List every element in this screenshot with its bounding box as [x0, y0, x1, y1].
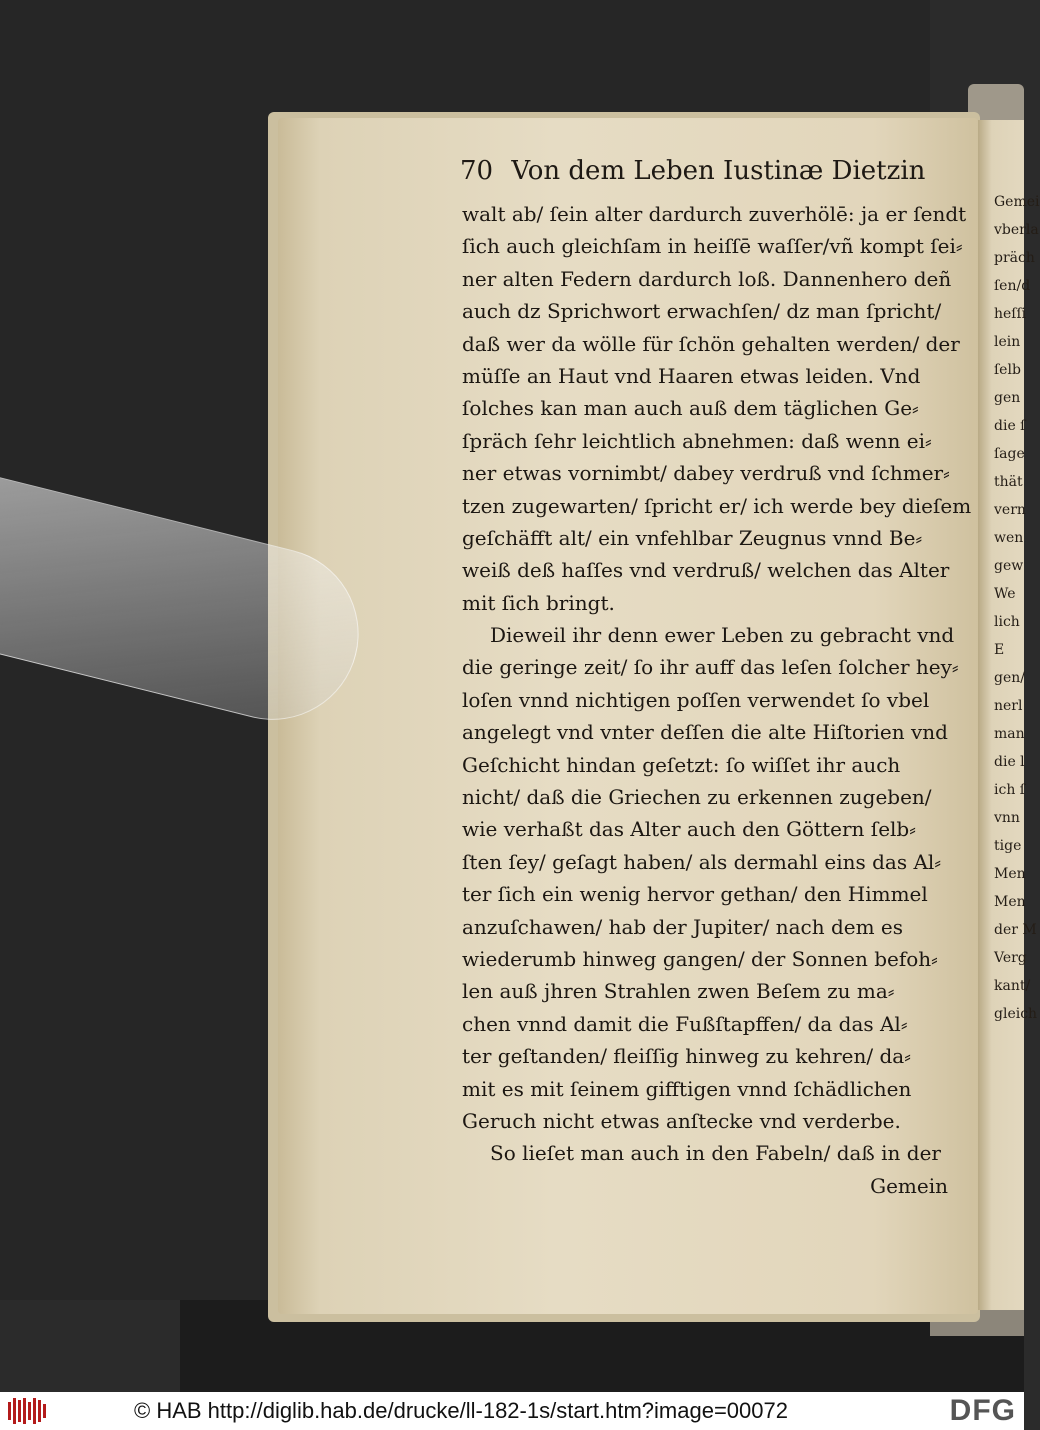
running-title: Von dem Leben Iustinæ Dietzin [511, 156, 926, 186]
facing-page-fragment: vnn [994, 810, 1020, 826]
page-body-text [462, 198, 972, 1202]
facing-page-fragment: vern [994, 502, 1026, 518]
text-line: ter geſtanden/ fleiſſig hinweg zu kehren/ da⸗ [462, 1044, 911, 1069]
text-line: geſchäfft alt/ ein vnfehlbar Zeugnus vnnd Be⸗ [462, 525, 923, 550]
facing-page-fragment: ich ſ [994, 782, 1025, 798]
facing-page-text-fragments [994, 188, 1040, 1028]
viewer-footer [0, 1392, 1024, 1430]
facing-page-fragment: der M [994, 922, 1037, 938]
facing-page-fragment: tige [994, 838, 1022, 854]
text-line: ter ſich ein wenig hervor gethan/ den Himmel [462, 882, 928, 907]
facing-page-fragment: präch [994, 250, 1035, 266]
text-line: ſten ſey/ geſagt haben/ als dermahl eins das Al⸗ [462, 849, 941, 874]
text-line: Geruch nicht etwas anſtecke vnd verderbe. [462, 1108, 901, 1133]
text-line: die geringe zeit/ ſo ihr auff das leſen ſolcher hey⸗ [462, 655, 959, 680]
text-line: weiß deß haſſes vnd verdruß/ welchen das Alter [462, 558, 950, 583]
page-number: 70 [460, 156, 494, 186]
facing-page-fragment: Gemei [994, 194, 1040, 210]
text-line: angelegt vnd vnter deſſen die alte Hiſtorien vnd [462, 720, 948, 745]
text-line: wiederumb hinweg gangen/ der Sonnen befoh⸗ [462, 946, 938, 971]
text-line: chen vnnd damit die Fußſtapffen/ da das Al⸗ [462, 1011, 908, 1036]
page-header [460, 156, 960, 186]
text-line: nicht/ daß die Griechen zu erkennen zugeben/ [462, 785, 932, 810]
facing-page-fragment: die ſ [994, 418, 1026, 434]
facing-page-fragment: Verg [994, 950, 1027, 966]
text-line: loſen vnnd nichtigen poſſen verwendet ſo vbel [462, 687, 930, 712]
dfg-logo: DFG [949, 1394, 1016, 1427]
facing-page-fragment: lein [994, 334, 1021, 350]
facing-page-fragment: gen [994, 390, 1021, 406]
text-line: wie verhaßt das Alter auch den Göttern ſelb⸗ [462, 817, 916, 842]
facing-page-fragment: Men [994, 866, 1026, 882]
text-line: müſſe an Haut vnd Haaren etwas leiden. Vnd [462, 363, 921, 388]
facing-page-fragment: ſage [994, 446, 1025, 462]
facing-page-fragment: nerl [994, 698, 1023, 714]
facing-page-fragment: ſelb [994, 362, 1021, 378]
copyright-url: © HAB http://diglib.hab.de/drucke/ll-182-1s/start.htm?image=00072 [134, 1398, 788, 1423]
text-line: mit es mit ſeinem gifftigen vnnd ſchädlichen [462, 1076, 912, 1101]
text-line: Dieweil ihr denn ewer Leben zu gebracht vnd [490, 623, 955, 648]
catchword: Gemein [870, 1173, 948, 1198]
text-line: daß wer da wölle für ſchön gehalten werden/ der [462, 331, 960, 356]
text-line: So lieſet man auch in den Fabeln/ daß in der [490, 1141, 941, 1166]
text-line: ſich auch gleichſam in heiſſē waſſer/vñ kompt ſei⸗ [462, 234, 963, 259]
facing-page-fragment: E [994, 642, 1005, 658]
facing-page-fragment: lich [994, 614, 1020, 630]
facing-page-fragment: gen/ [994, 670, 1025, 686]
text-line: mit ſich bringt. [462, 590, 615, 615]
text-line: Geſchicht hindan geſetzt: ſo wiſſet ihr auch [462, 752, 901, 777]
text-line: len auß jhren Strahlen zwen Beſem zu ma⸗ [462, 979, 895, 1004]
hab-logo-icon [8, 1398, 46, 1424]
text-line: ſolches kan man auch auß dem täglichen Ge⸗ [462, 396, 919, 421]
facing-page-fragment: vberla [994, 222, 1039, 238]
facing-page-fragment: We [994, 586, 1016, 602]
facing-page-fragment: gew [994, 558, 1024, 574]
facing-page-fragment: gleich [994, 1006, 1038, 1022]
facing-page-fragment: ſen/d [994, 278, 1031, 294]
facing-page-fragment: kant/ [994, 978, 1031, 994]
text-line: tzen zugewarten/ ſpricht er/ ich werde bey dieſem [462, 493, 972, 518]
facing-page-fragment: heſſi [994, 306, 1027, 322]
text-line: walt ab/ ſein alter dardurch zuverhölē: ja er ſendt [462, 202, 967, 226]
text-line: ſpräch ſehr leichtlich abnehmen: daß wenn ei⸗ [462, 428, 932, 453]
facing-page-fragment: wen [994, 530, 1024, 546]
facing-page-fragment: die l [994, 754, 1025, 770]
text-line: anzuſchawen/ hab der Jupiter/ nach dem es [462, 914, 904, 939]
facing-page-fragment: man [994, 726, 1025, 742]
facing-page-fragment: thät [994, 474, 1023, 490]
text-line: ner etwas vornimbt/ dabey verdruß vnd ſchmer⸗ [462, 461, 950, 486]
facing-page-fragment: Men [994, 894, 1026, 910]
text-line: auch dz Sprichwort erwachſen/ dz man ſpricht/ [462, 299, 942, 324]
text-line: ner alten Federn dardurch loß. Dannenhero deñ [462, 266, 952, 291]
